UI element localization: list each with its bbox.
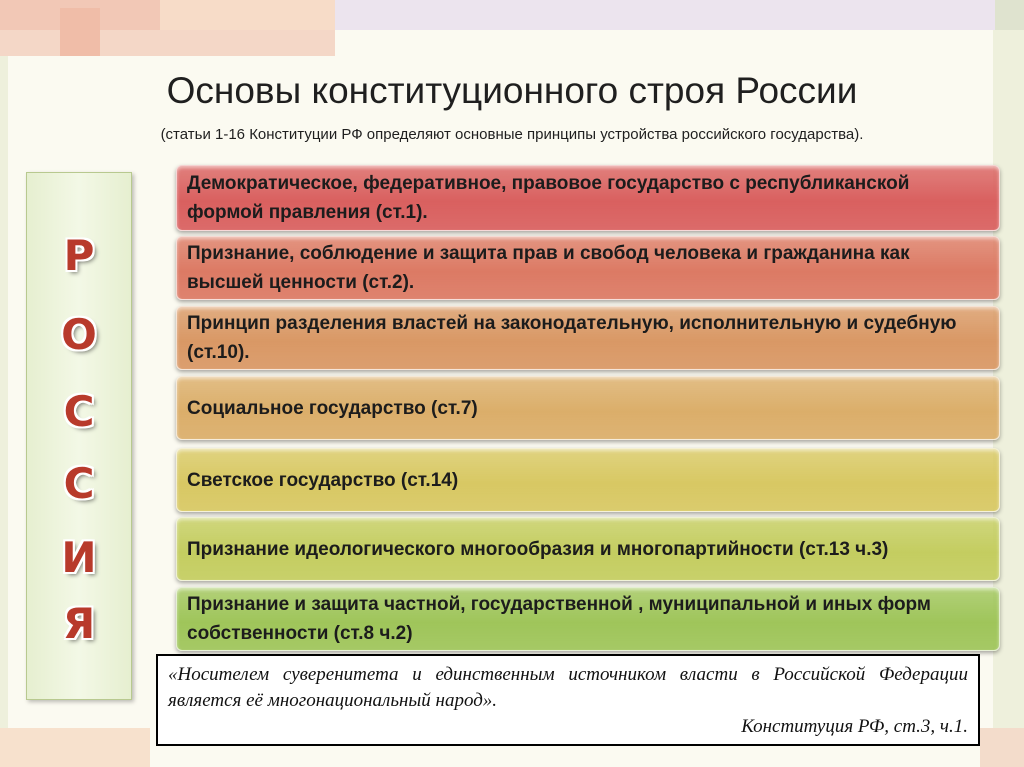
principle-text: Светское государство (ст.14)	[187, 469, 459, 491]
principle-text: Принцип разделения властей на законодательную, исполнительную и судебную (ст.10).	[187, 313, 957, 363]
quote-box	[156, 654, 980, 746]
vertical-letter: С	[63, 459, 95, 508]
slide-title: Основы конституционного строя России	[166, 70, 858, 111]
slide-subtitle: (статьи 1-16 Конституции РФ определяют основные принципы устройства российского государства).	[160, 126, 864, 143]
decor-strip-top-5	[0, 30, 335, 56]
principle-text: Признание и защита частной, государственной , муниципальной и иных форм собственности (ст.8 ч.2)	[187, 594, 931, 644]
vertical-letter: О	[61, 310, 97, 359]
decor-strip-bottom-1	[0, 728, 150, 767]
principle-box	[176, 236, 1000, 300]
decor-strip-bottom-2	[980, 728, 1024, 767]
decor-strip-top-6	[60, 8, 100, 56]
principle-box	[176, 165, 1000, 231]
principle-box	[176, 517, 1000, 581]
principle-box	[176, 376, 1000, 440]
vertical-letter: Я	[62, 599, 96, 648]
vertical-letter: С	[63, 387, 95, 436]
quote-source: Конституция РФ, ст.3, ч.1.	[741, 716, 968, 737]
decor-strip-top-2	[160, 0, 335, 30]
principle-text: Демократическое, федеративное, правовое государство с республиканской формой правления (ст.1).	[187, 173, 910, 223]
decor-strip-top-3	[335, 0, 995, 30]
vertical-letter: Р	[63, 231, 95, 280]
principle-text: Признание, соблюдение и защита прав и свобод человека и гражданина как высшей ценности (ст.2).	[187, 243, 910, 293]
decor-strip-top-4	[995, 0, 1024, 30]
principle-box	[176, 306, 1000, 370]
principle-box	[176, 448, 1000, 512]
principle-text: Признание идеологического многообразия и многопартийности (ст.13 ч.3)	[187, 538, 889, 560]
vertical-word-panel	[26, 172, 132, 700]
principle-box	[176, 587, 1000, 651]
quote-text: «Носителем суверенитета и единственным источником власти в Российской Федерации является её многонациональный народ».	[168, 664, 968, 711]
principle-text: Социальное государство (ст.7)	[187, 397, 478, 419]
vertical-letter: И	[61, 533, 97, 582]
decor-strip-left	[0, 56, 8, 767]
